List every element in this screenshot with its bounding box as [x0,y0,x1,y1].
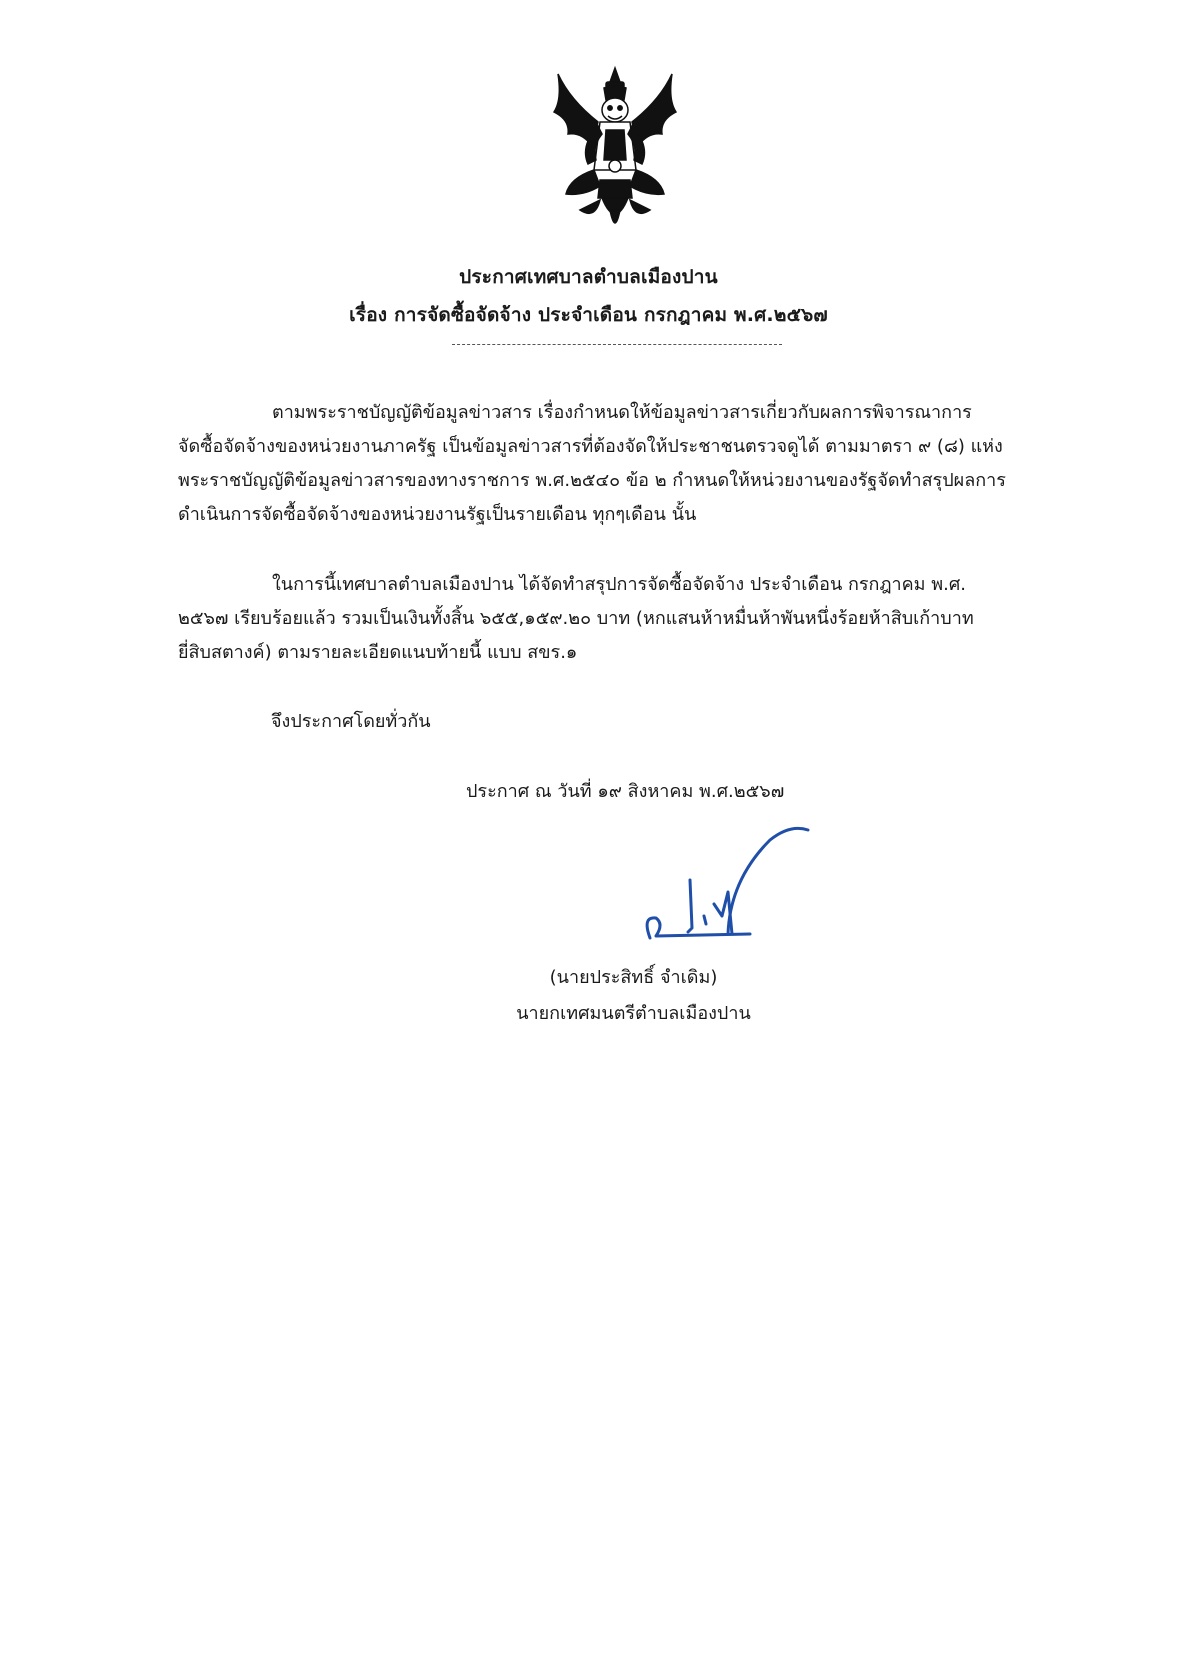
text-line: ในการนี้เทศบาลตำบลเมืองปาน ได้จัดทำสรุปการจัดซื้อจัดจ้าง ประจำเดือน กรกฎาคม พ.ศ. [272,574,966,595]
announcement-subject: เรื่อง การจัดซื้อจัดจ้าง ประจำเดือน กรกฎาคม พ.ศ.๒๕๖๗ [349,304,828,326]
signer-position: นายกเทศมนตรีตำบลเมืองปาน [516,1003,751,1024]
paragraph-legal-basis [178,396,1068,532]
announcement-date: ประกาศ ณ วันที่ ๑๙ สิงหาคม พ.ศ.๒๕๖๗ [466,781,785,802]
text-line: ดำเนินการจัดซื้อจัดจ้างของหน่วยงานรัฐเป็นรายเดือน ทุกๆเดือน นั้น [178,504,697,525]
title-divider [452,344,782,345]
announcement-title: ประกาศเทศบาลตำบลเมืองปาน [459,266,718,288]
signer-name: (นายประสิทธิ์ จำเดิม) [549,967,718,988]
text-line: ยี่สิบสตางค์) ตามรายละเอียดแนบท้ายนี้ แบบ สขร.๑ [178,642,578,663]
paragraph-closing: จึงประกาศโดยทั่วกัน [271,711,431,732]
text-line: จัดซื้อจัดจ้างของหน่วยงานภาครัฐ เป็นข้อมูลข่าวสารที่ต้องจัดให้ประชาชนตรวจดูได้ ตามมาตรา ๙ (๘) แห่ง [178,436,1003,457]
garuda-emblem-icon [540,60,690,250]
text-line: พระราชบัญญัติข้อมูลข่าวสารของทางราชการ พ.ศ.๒๕๔๐ ข้อ ๒ กำหนดให้หน่วยงานของรัฐจัดทำสรุปผลการ [178,470,1006,491]
paragraph-summary [178,568,1068,670]
handwritten-signature [630,820,870,960]
text-line: ตามพระราชบัญญัติข้อมูลข่าวสาร เรื่องกำหนดให้ข้อมูลข่าวสารเกี่ยวกับผลการพิจารณาการ [272,402,972,423]
text-line: ๒๕๖๗ เรียบร้อยแล้ว รวมเป็นเงินทั้งสิ้น ๖๕๕,๑๕๙.๒๐ บาท (หกแสนห้าหมื่นห้าพันหนึ่งร้อยห้าสิบเก้าบาท [178,608,974,629]
